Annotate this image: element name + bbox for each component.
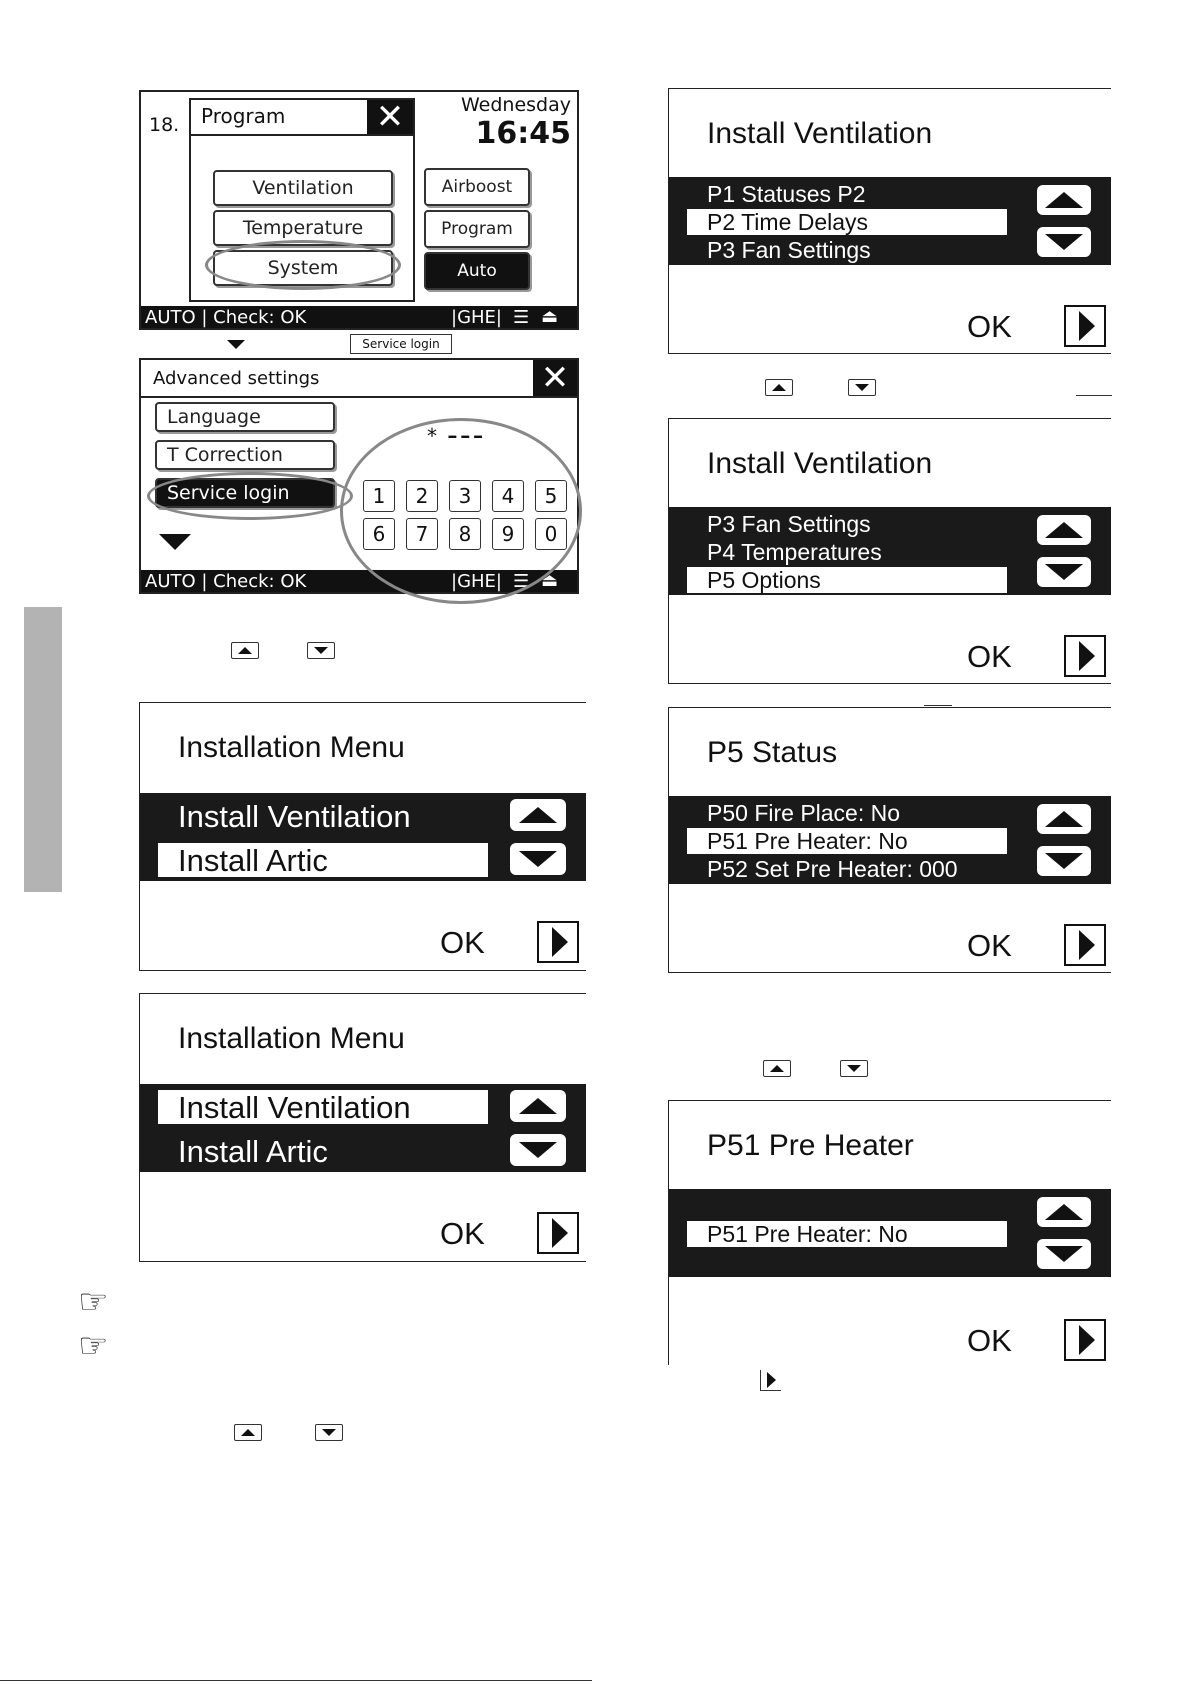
key-4[interactable]: 4 [492, 480, 524, 512]
rule-mark [924, 705, 952, 706]
up-arrow-icon [234, 1424, 262, 1441]
row-p4[interactable]: P4 Temperatures [707, 539, 882, 565]
row-p1[interactable]: P1 Statuses P2 [707, 181, 866, 207]
program-button[interactable]: Program [424, 210, 530, 248]
play-icon [1079, 1325, 1095, 1355]
service-login-chip: Service login [350, 334, 452, 354]
up-icon [1045, 192, 1083, 208]
row-p2[interactable]: P2 Time Delays [687, 209, 1007, 235]
row-install-artic[interactable]: Install Artic [158, 843, 488, 877]
row-p50[interactable]: P50 Fire Place: No [707, 800, 901, 826]
install-ventilation-panel-1 [668, 88, 1111, 354]
key-7[interactable]: 7 [406, 518, 438, 550]
up-button[interactable] [1037, 804, 1091, 834]
close-icon[interactable]: ✕ [367, 100, 413, 134]
ok-label: OK [967, 309, 1012, 344]
key-9[interactable]: 9 [492, 518, 524, 550]
status-left: AUTO | Check: OK [145, 307, 307, 328]
key-1[interactable]: 1 [363, 480, 395, 512]
up-arrow-icon [231, 642, 259, 659]
panel-title: Install Ventilation [707, 117, 933, 150]
status-bar [141, 306, 577, 328]
ok-button[interactable] [1064, 635, 1106, 677]
down-icon [1045, 234, 1083, 250]
up-button[interactable] [510, 799, 566, 831]
ok-button[interactable] [1064, 305, 1106, 347]
play-icon [552, 927, 568, 957]
key-8[interactable]: 8 [449, 518, 481, 550]
time-label: 16:45 [475, 116, 571, 151]
status-right: |GHE| [451, 571, 502, 592]
side-tab [24, 607, 62, 892]
installation-menu-panel-2 [139, 993, 586, 1262]
play-icon [1079, 311, 1095, 341]
down-arrow-icon [227, 340, 245, 349]
keypad-highlight-oval [340, 418, 582, 604]
service-login-button[interactable]: Service login [155, 478, 335, 508]
down-arrow-icon [307, 642, 335, 659]
p5-status-panel [668, 707, 1111, 973]
install-ventilation-panel-2 [668, 418, 1111, 684]
up-button[interactable] [1037, 185, 1091, 215]
key-0[interactable]: 0 [535, 518, 567, 550]
language-button[interactable]: Language [155, 402, 335, 432]
row-install-ventilation[interactable]: Install Ventilation [158, 1090, 488, 1124]
up-icon [519, 1098, 557, 1114]
down-button[interactable] [1037, 557, 1091, 587]
row-install-artic[interactable]: Install Artic [178, 1134, 328, 1169]
panel-title: Installation Menu [178, 731, 405, 764]
ok-button[interactable] [537, 1212, 579, 1254]
down-button[interactable] [1037, 227, 1091, 257]
row-install-ventilation[interactable]: Install Ventilation [178, 799, 411, 834]
panel-title: P5 Status [707, 736, 838, 769]
key-2[interactable]: 2 [406, 480, 438, 512]
installation-menu-panel-1 [139, 702, 586, 971]
eject-icon: ⏏ [541, 306, 559, 327]
date-partial: 18. [149, 114, 180, 136]
panel-title: Install Ventilation [707, 447, 933, 480]
ok-label: OK [967, 1323, 1012, 1358]
menu-temperature[interactable]: Temperature [213, 210, 393, 246]
row-p3[interactable]: P3 Fan Settings [707, 511, 871, 537]
row-p51[interactable]: P51 Pre Heater: No [687, 828, 1007, 854]
key-5[interactable]: 5 [535, 480, 567, 512]
play-icon [1079, 930, 1095, 960]
close-icon[interactable]: ✕ [533, 360, 577, 396]
up-icon [1045, 1204, 1083, 1220]
ok-label: OK [967, 639, 1012, 674]
down-button[interactable] [510, 843, 566, 875]
pointing-hand-icon: ☞ [78, 1283, 109, 1321]
down-arrow-icon [840, 1060, 868, 1077]
pin-display: * [427, 424, 437, 448]
footer-rule [0, 1680, 592, 1681]
key-6[interactable]: 6 [363, 518, 395, 550]
down-icon [1045, 564, 1083, 580]
status-left: AUTO | Check: OK [145, 571, 307, 592]
down-arrow-icon [315, 1424, 343, 1441]
t-correction-button[interactable]: T Correction [155, 440, 335, 470]
play-icon [1079, 641, 1095, 671]
down-icon [1045, 1246, 1083, 1262]
row-p3[interactable]: P3 Fan Settings [707, 237, 871, 263]
ok-button[interactable] [1064, 1319, 1106, 1361]
menu-system[interactable]: System [213, 250, 393, 286]
panel-title: P51 Pre Heater [707, 1129, 914, 1162]
ok-label: OK [967, 928, 1012, 963]
program-screen [139, 90, 579, 330]
up-arrow-icon [765, 379, 793, 396]
down-icon [519, 851, 557, 867]
advanced-title: Advanced settings [153, 368, 320, 389]
advanced-title-rule [141, 396, 577, 398]
scroll-down-icon[interactable] [159, 534, 191, 550]
eject-icon: ⏏ [541, 570, 559, 591]
status-right: |GHE| [451, 307, 502, 328]
day-label: Wednesday [460, 94, 571, 116]
sliders-icon: ☰ [513, 571, 530, 592]
down-button[interactable] [510, 1134, 566, 1166]
up-button[interactable] [510, 1090, 566, 1122]
up-icon [1045, 811, 1083, 827]
airboost-button[interactable]: Airboost [424, 168, 530, 206]
menu-ventilation[interactable]: Ventilation [213, 170, 393, 206]
row-p52[interactable]: P52 Set Pre Heater: 000 [707, 856, 958, 882]
up-icon [1045, 522, 1083, 538]
down-button[interactable] [1037, 1239, 1091, 1269]
panel-title: Installation Menu [178, 1022, 405, 1055]
rule-mark [1076, 395, 1112, 396]
down-button[interactable] [1037, 846, 1091, 876]
auto-button[interactable]: Auto [424, 252, 530, 290]
down-icon [1045, 853, 1083, 869]
sliders-icon: ☰ [513, 307, 530, 328]
ok-label: OK [440, 925, 485, 960]
up-button[interactable] [1037, 1197, 1091, 1227]
row-p51[interactable]: P51 Pre Heater: No [687, 1221, 1007, 1247]
ok-button[interactable] [1064, 924, 1106, 966]
highlight-oval [205, 240, 401, 290]
pointing-hand-icon: ☞ [78, 1327, 109, 1365]
highlight-oval [147, 472, 353, 520]
p51-pre-heater-panel [668, 1100, 1111, 1365]
row-p5[interactable]: P5 Options [687, 567, 1007, 593]
play-icon [552, 1218, 568, 1248]
down-arrow-icon [848, 379, 876, 396]
dialog-title: Program [201, 104, 286, 128]
key-3[interactable]: 3 [449, 480, 481, 512]
play-icon [760, 1370, 781, 1391]
down-icon [519, 1142, 557, 1158]
up-arrow-icon [763, 1060, 791, 1077]
up-button[interactable] [1037, 515, 1091, 545]
ok-label: OK [440, 1216, 485, 1251]
ok-button[interactable] [537, 921, 579, 963]
pin-rest: --- [447, 418, 486, 453]
up-icon [519, 807, 557, 823]
